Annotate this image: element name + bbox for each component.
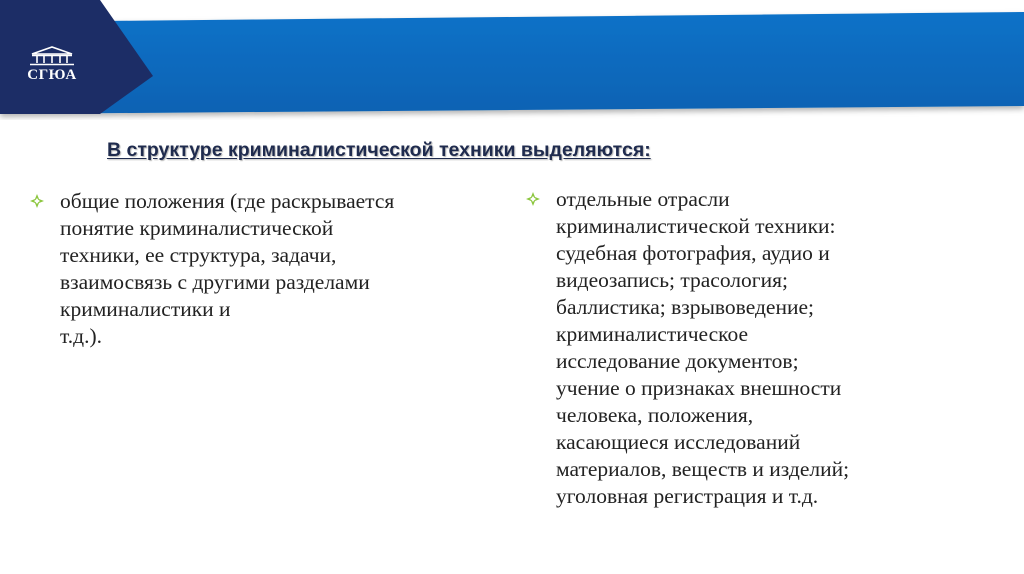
left-column-text: общие положения (где раскрывается понятие криминалистической техники, ее структура, задачи, взаимосвязь с другими разделами криминалистики и т.д.). bbox=[60, 189, 395, 348]
header-blue-band bbox=[0, 12, 1024, 114]
diamond-bullet-icon bbox=[526, 192, 540, 206]
right-column bbox=[526, 186, 996, 510]
header-bar bbox=[0, 0, 1024, 120]
logo-text: СГЮА bbox=[27, 67, 77, 83]
right-column-text: отдельные отрасли криминалистической техники: судебная фотография, аудио и видеозапись; трасология; баллистика; взрывоведение; криминалистическое исследование документов; учение о признаках внешности человека, положения, касающиеся исследований материалов, веществ и изделий; уголовная регистрация и т.д. bbox=[556, 187, 850, 508]
diamond-bullet-icon bbox=[30, 194, 44, 208]
logo bbox=[14, 46, 90, 96]
slide-title: В структуре криминалистической техники выделяются: bbox=[107, 139, 651, 161]
left-column bbox=[30, 188, 500, 350]
building-icon bbox=[28, 46, 76, 66]
